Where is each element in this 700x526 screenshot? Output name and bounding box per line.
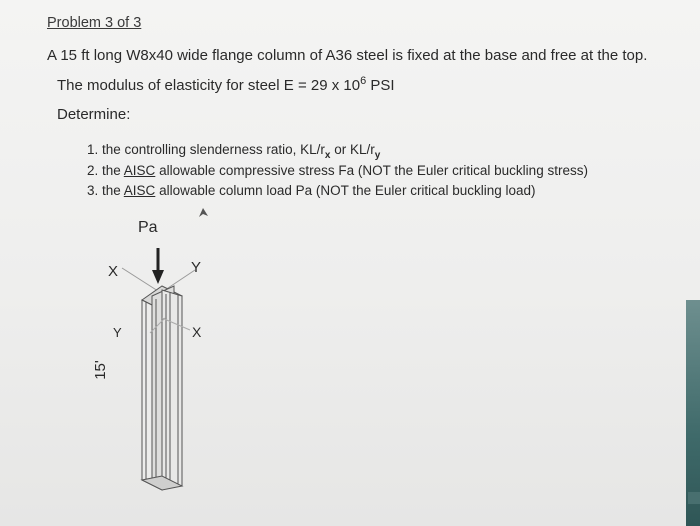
determine-label: Determine: xyxy=(57,106,131,123)
item2-aisc-link[interactable]: AISC xyxy=(123,163,156,178)
item3-aisc-link[interactable]: AISC xyxy=(123,183,156,198)
problem-statement-line2 xyxy=(57,75,395,94)
problem-statement-line1: A 15 ft long W8x40 wide flange column of A36 steel is fixed at the base and free at the top. xyxy=(47,47,648,64)
load-label: Pa xyxy=(138,219,158,236)
item2-text: 2. the xyxy=(87,163,124,178)
question-item-3 xyxy=(87,183,536,198)
modulus-text: The modulus of elasticity for steel E = 29 x 10 xyxy=(57,77,361,94)
item1-subscript-x: x xyxy=(324,150,331,161)
axis-x-top-label: X xyxy=(108,263,119,280)
axis-y-mid-label: Y xyxy=(113,325,122,340)
item3-text-rest: allowable column load Pa (NOT the Euler critical buckling load) xyxy=(155,183,536,198)
axis-x-mid-label: X xyxy=(192,324,202,340)
item1-text: 1. the controlling slenderness ratio, KL/r xyxy=(87,142,325,157)
pointer-mark xyxy=(199,208,208,217)
modulus-unit: PSI xyxy=(366,77,395,94)
question-item-2 xyxy=(87,163,588,178)
problem-title: Problem 3 of 3 xyxy=(47,15,142,31)
item1-subscript-y: y xyxy=(374,150,381,161)
modulus-exponent: 6 xyxy=(360,75,367,87)
column-length-label: 15' xyxy=(92,360,109,380)
question-item-1 xyxy=(87,142,381,161)
load-arrow xyxy=(152,248,164,284)
column-diagram xyxy=(90,200,240,500)
wide-flange-column xyxy=(142,286,182,490)
item1-text-mid: or KL/r xyxy=(330,142,375,157)
item2-text-rest: allowable compressive stress Fa (NOT the Euler critical buckling stress) xyxy=(155,163,588,178)
item3-text: 3. the xyxy=(87,183,124,198)
axis-y-top-label: Y xyxy=(191,259,202,276)
edge-tag xyxy=(688,492,700,504)
